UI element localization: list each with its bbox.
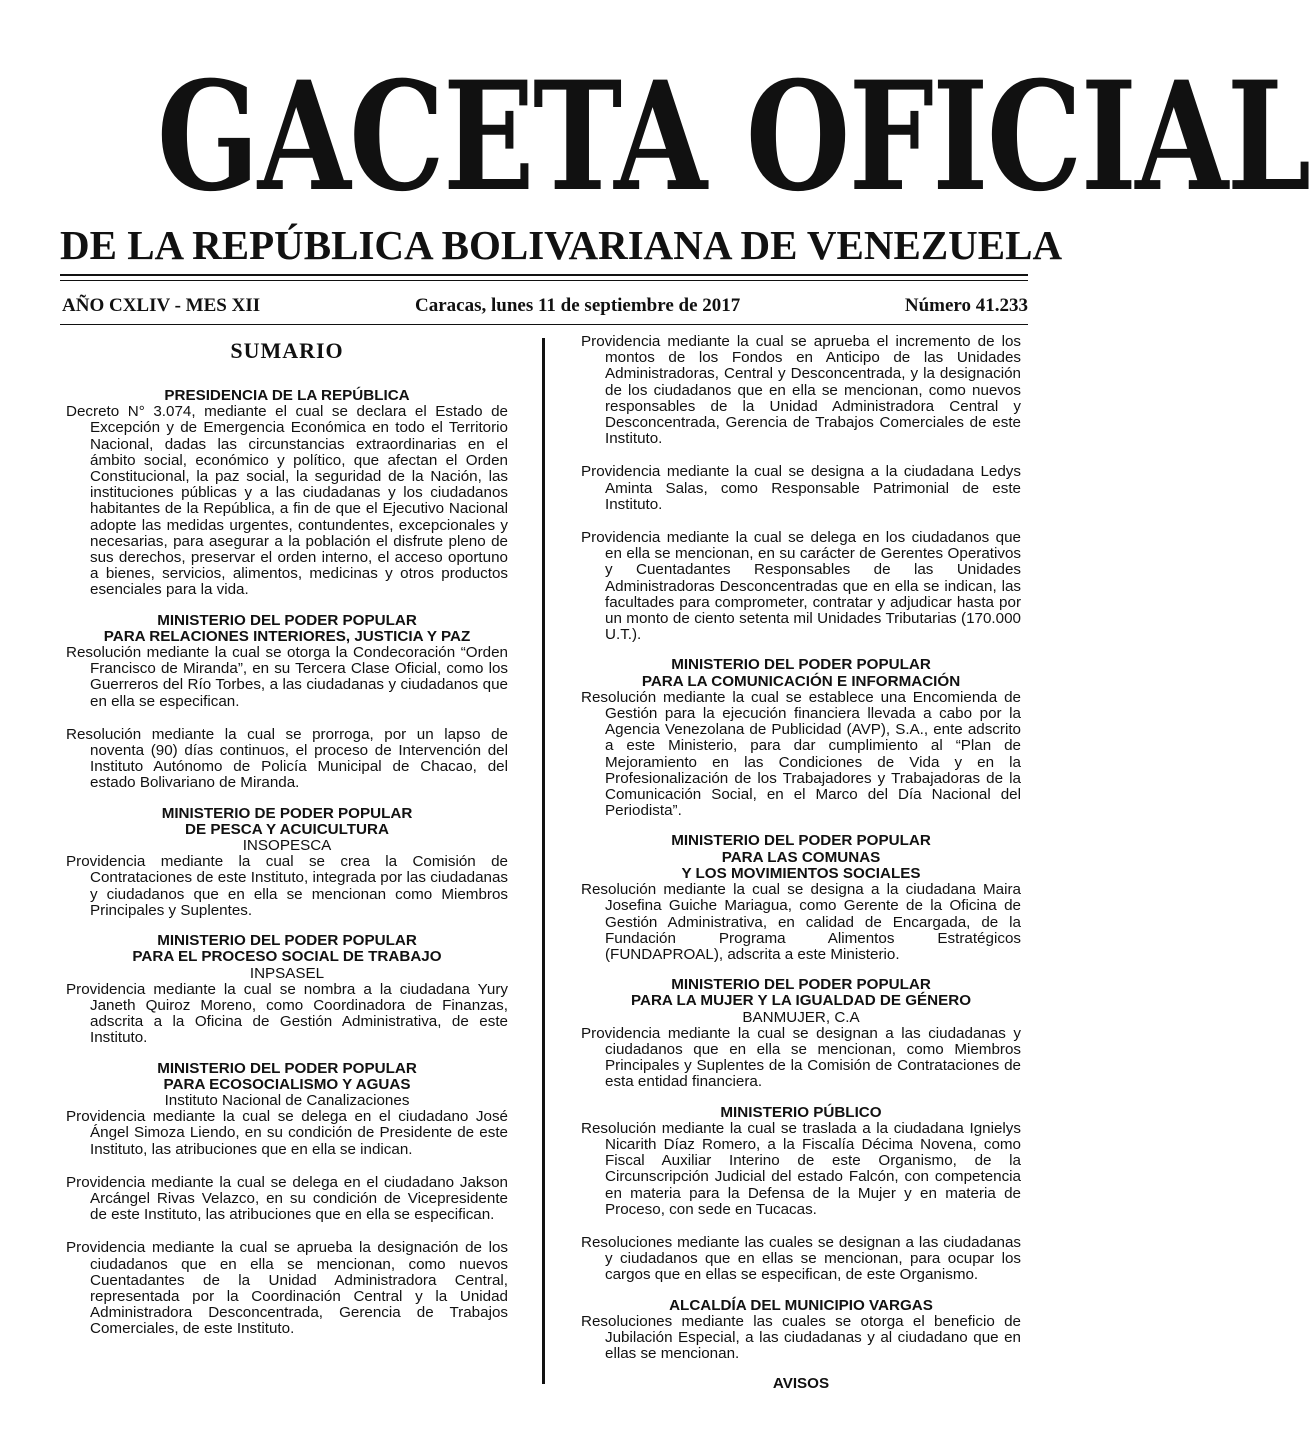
section-heading: MINISTERIO DEL PODER POPULAR bbox=[671, 832, 931, 850]
avisos-heading: AVISOS bbox=[772, 1375, 830, 1393]
summary-section bbox=[581, 1298, 1021, 1363]
section-heading: PARA EL PROCESO SOCIAL DE TRABAJO bbox=[132, 948, 442, 966]
section-heading: ALCALDÍA DEL MUNICIPIO VARGAS bbox=[669, 1296, 933, 1314]
section-subheading: INSOPESCA bbox=[242, 837, 332, 855]
header-rule-top-thin bbox=[60, 280, 1028, 281]
section-heading: PARA RELACIONES INTERIORES, JUSTICIA Y PAZ bbox=[103, 627, 471, 645]
summary-entry: Providencia mediante la cual se delega en el ciudadano José Ángel Simoza Liendo, en su condición de Presidente de este Instituto, las atribuciones que en ella se indican. bbox=[66, 1108, 508, 1158]
section-heading: MINISTERIO DEL PODER POPULAR bbox=[671, 656, 931, 674]
header-rule-bottom bbox=[60, 324, 1028, 325]
summary-entry: Resoluciones mediante las cuales se designan a las ciudadanas y ciudadanos que en ellas se mencionan, para ocupar los cargos que en ellas se especifican, de este Organismo. bbox=[581, 1233, 1021, 1284]
section-heading: PRESIDENCIA DE LA REPÚBLICA bbox=[164, 387, 410, 404]
summary-section bbox=[66, 388, 508, 599]
summary-entry: Resolución mediante la cual se establece una Encomienda de Gestión para la ejecución financiera llevada a cabo por la Agencia Venezolana de Publicidad (AVP), S.A., ente adscrito a este Ministerio, para dar cumplimiento al “Plan de Mejoramiento en las Condiciones de Vida y en la Profesionalización de los Trabajadores y Trabajadoras de la Comunicación Social, en el Marco del Día Nacional del Periodista”. bbox=[581, 688, 1021, 820]
issue-date: Caracas, lunes 11 de septiembre de 2017 bbox=[415, 295, 741, 316]
summary-entry: Resolución mediante la cual se prorroga, por un lapso de noventa (90) días continuos, el proceso de Intervención del Instituto Autónomo de Policía Municipal de Chacao, del estado Bolivariano de Miranda. bbox=[66, 725, 508, 792]
summary-section bbox=[581, 334, 1021, 643]
section-heading: PARA LAS COMUNAS bbox=[721, 848, 881, 866]
section-heading: MINISTERIO DEL PODER POPULAR bbox=[157, 1059, 417, 1077]
summary-entry: Providencia mediante la cual se nombra a la ciudadana Yury Janeth Quiroz Moreno, como Coordinadora de Finanzas, adscrita a la Oficina de Gestión Administrativa, de este Instituto. bbox=[66, 980, 508, 1047]
summary-entry: Resoluciones mediante las cuales se otorga el beneficio de Jubilación Especial, a las ciudadanas y al ciudadano que en ellas se mencionan. bbox=[581, 1312, 1021, 1363]
summary-entry: Providencia mediante la cual se aprueba el incremento de los montos de los Fondos en Anticipo de las Unidades Administradoras, Central y Desconcentrada, y la designación de los ciudadanos que en ella se mencionan, como nuevos responsables de la Unidad Administradora Central y Desconcentrada, Gerencia de Trabajos Comerciales de este Instituto. bbox=[581, 333, 1021, 448]
summary-section bbox=[66, 806, 508, 919]
issue-year-month: AÑO CXLIV - MES XII bbox=[62, 295, 261, 316]
section-heading: MINISTERIO DE PODER POPULAR bbox=[161, 804, 413, 822]
summary-entry: Providencia mediante la cual se designan a las ciudadanas y ciudadanos que en ella se mencionan, como Miembros Principales y Suplentes de la Comisión de Contrataciones de esta entidad financiera. bbox=[581, 1024, 1021, 1091]
summary-right-column bbox=[581, 334, 1021, 1393]
section-subheading: INPSASEL bbox=[249, 964, 325, 982]
summary-section bbox=[581, 1105, 1021, 1284]
summary-section bbox=[66, 1061, 508, 1338]
section-heading: PARA LA MUJER Y LA IGUALDAD DE GÉNERO bbox=[630, 992, 972, 1010]
issue-number: Número 41.233 bbox=[904, 295, 1028, 316]
summary-entry: Resolución mediante la cual se designa a la ciudadana Maira Josefina Guiche Mariagua, como Gerente de la Oficina de Gestión Administrativa, en calidad de Encargada, de la Fundación Programa Alimentos Estratégicos (FUNDAPROAL), adscrita a este Ministerio. bbox=[581, 881, 1021, 963]
section-subheading: Instituto Nacional de Canalizaciones bbox=[164, 1091, 410, 1109]
summary-entry: Providencia mediante la cual se aprueba la designación de los ciudadanos que en ella se mencionan, como nuevos Cuentadantes de la Unidad Administradora Central, representada por la Coordinación Central y la Unidad Administradora Desconcentrada, Gerencia de Trabajos Comerciales, de este Instituto. bbox=[66, 1239, 508, 1338]
section-heading: MINISTERIO DEL PODER POPULAR bbox=[671, 976, 931, 994]
summary-entry: Resolución mediante la cual se otorga la Condecoración “Orden Francisco de Miranda”, en su Tercera Clase Oficial, como los Guerreros del Río Torbes, a las ciudadanas y ciudadanos que en ella se especifican. bbox=[66, 644, 508, 710]
summary-section bbox=[66, 613, 508, 792]
section-heading: MINISTERIO DEL PODER POPULAR bbox=[157, 611, 417, 629]
section-heading: PARA ECOSOCIALISMO Y AGUAS bbox=[163, 1075, 411, 1093]
summary-entry: Providencia mediante la cual se delega en los ciudadanos que en ella se mencionan, en su carácter de Gerentes Operativos y Cuentadantes Responsables de las Unidades Administradoras Desconcentradas que en ella se indican, las facultades para comprometer, contratar y adjudicar hasta por un monto de ciento setenta mil Unidades Tributarias (170.000 U.T.). bbox=[581, 529, 1021, 644]
issue-info-bar bbox=[62, 293, 1028, 319]
summary-entry: Resolución mediante la cual se traslada a la ciudadana Ignielys Nicarith Díaz Romero, a la Fiscalía Décima Novena, como Fiscal Auxiliar Interino de este Organismo, de la Circunscripción Judicial del estado Falcón, con competencia en materia para la Defensa de la Mujer y en materia de Proceso, con sede en Tucacas. bbox=[581, 1119, 1021, 1218]
section-subheading: BANMUJER, C.A bbox=[742, 1008, 860, 1026]
column-divider bbox=[542, 338, 545, 1384]
summary-section bbox=[581, 833, 1021, 963]
summary-entry: Providencia mediante la cual se crea la Comisión de Contrataciones de este Instituto, integrada por las ciudadanas y ciudadanos que en ella se mencionan como Miembros Principales y Suplentes. bbox=[66, 853, 508, 919]
right-sections bbox=[581, 334, 1021, 1362]
summary-entry: Providencia mediante la cual se delega en el ciudadano Jakson Arcángel Rivas Velazco, en su condición de Vicepresidente de este Instituto, las atribuciones que en ella se especifican. bbox=[66, 1173, 508, 1224]
summary-section bbox=[66, 933, 508, 1046]
summary-section bbox=[581, 657, 1021, 819]
section-heading: MINISTERIO DEL PODER POPULAR bbox=[157, 932, 417, 950]
summary-left-column bbox=[66, 334, 508, 1352]
summary-entry: Providencia mediante la cual se designa a la ciudadana Ledys Aminta Salas, como Responsable Patrimonial de este Instituto. bbox=[581, 463, 1021, 513]
section-heading: MINISTERIO PÚBLICO bbox=[720, 1103, 882, 1121]
summary-title: SUMARIO bbox=[230, 338, 344, 363]
masthead-title: GACETA OFICIAL bbox=[156, 49, 1310, 225]
section-heading: DE PESCA Y ACUICULTURA bbox=[185, 820, 389, 838]
summary-section bbox=[581, 977, 1021, 1090]
masthead-subtitle: DE LA REPÚBLICA BOLIVARIANA DE VENEZUELA bbox=[60, 222, 1063, 268]
summary-entry: Decreto N° 3.074, mediante el cual se declara el Estado de Excepción y de Emergencia Económica en todo el Territorio Nacional, dadas las circunstancias extraordinarias en el ámbito social, económico y político, que afectan el Orden Constitucional, la paz social, la seguridad de la Nación, las instituciones públicas y a las ciudadanas y los ciudadanos habitantes de la República, a fin de que el Ejecutivo Nacional adopte las medidas urgentes, contundentes, excepcionales y necesarias, para asegurar a la población el disfrute pleno de sus derechos, preservar el orden interno, el acceso oportuno a bienes, servicios, alimentos, medicinas y otros productos esenciales para la vida. bbox=[66, 403, 508, 599]
header-rule-top bbox=[60, 274, 1028, 276]
section-heading: PARA LA COMUNICACIÓN E INFORMACIÓN bbox=[641, 672, 961, 690]
left-sections bbox=[66, 388, 508, 1338]
section-heading: Y LOS MOVIMIENTOS SOCIALES bbox=[681, 864, 921, 882]
